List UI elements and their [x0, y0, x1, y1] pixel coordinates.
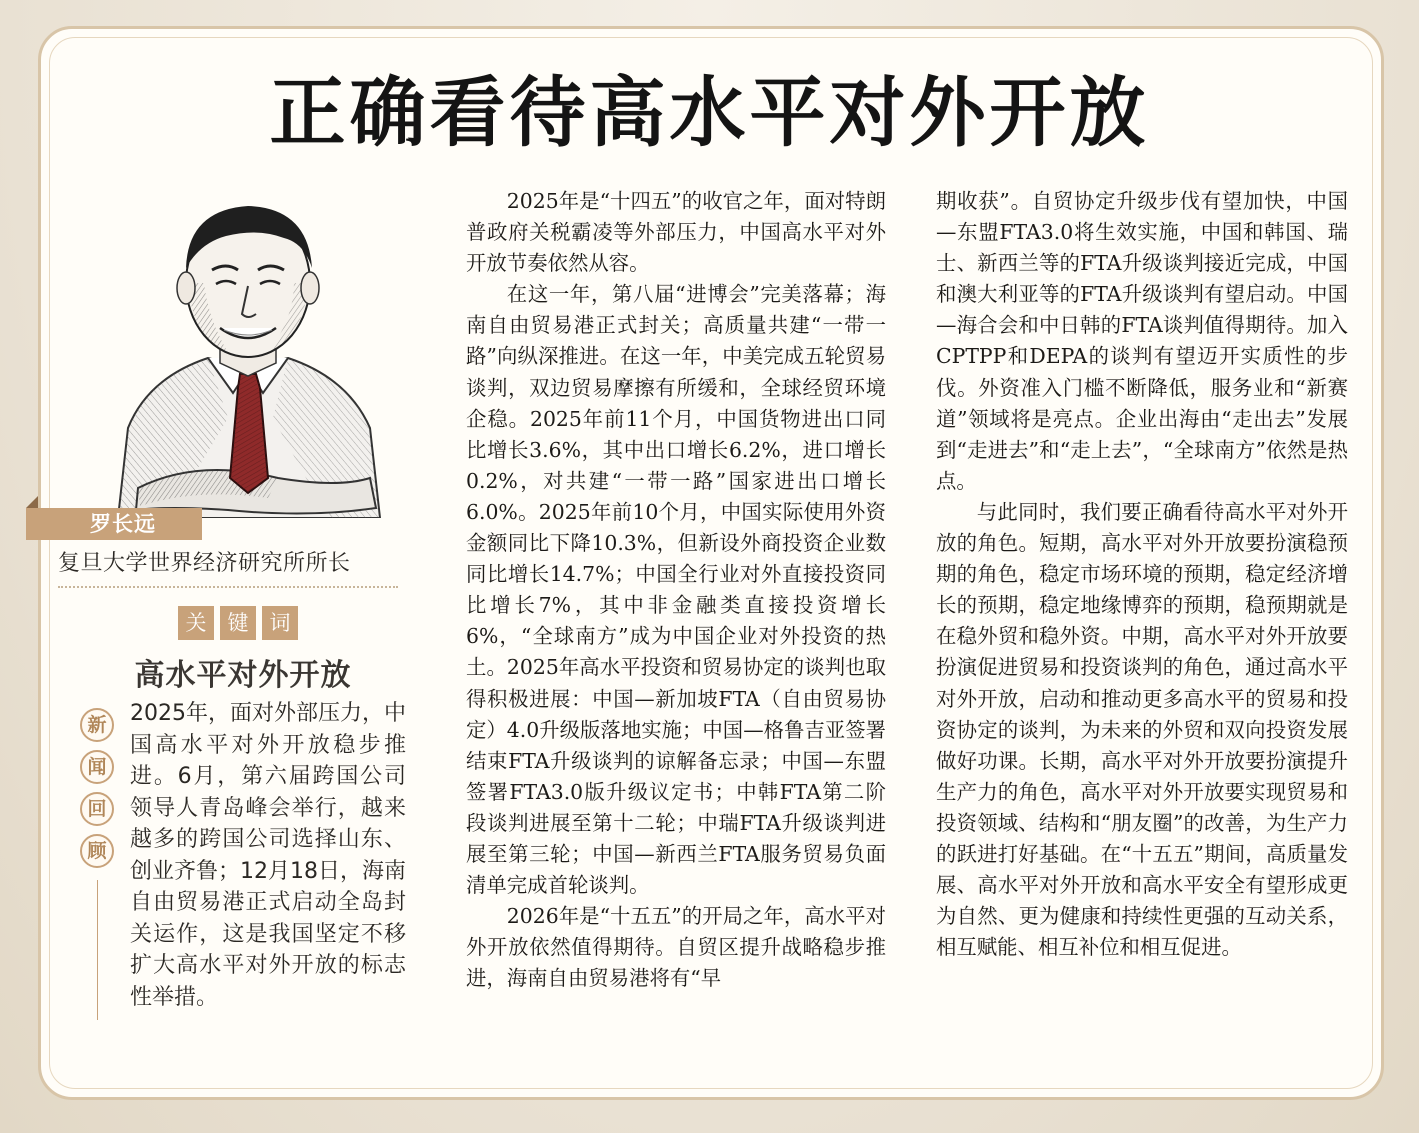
divider	[58, 586, 398, 588]
article-column-2	[936, 186, 1348, 963]
news-review-tag-char: 回	[80, 792, 114, 826]
author-name: 罗长远	[26, 508, 202, 540]
news-review-tag	[80, 708, 114, 868]
news-review-tag-char: 新	[80, 708, 114, 742]
keyword-tag-char: 键	[220, 606, 256, 640]
author-affiliation: 复旦大学世界经济研究所所长	[58, 551, 351, 576]
article-paragraph: 2026年是“十五五”的开局之年，高水平对外开放依然值得期待。自贸区提升战略稳步推进，海南自由贸易港将有“早	[466, 904, 886, 991]
article-paragraph: 与此同时，我们要正确看待高水平对外开放的角色。短期，高水平对外开放要扮演稳预期的角色，稳定市场环境的预期，稳定经济增长的预期，稳定地缘博弈的预期，稳预期就是在稳外贸和稳外资。中期，高水平对外开放要扮演促进贸易和投资谈判的角色，通过高水平对外开放，启动和推动更多高水平的贸易和投资协定的谈判，为未来的外贸和双向投资发展做好功课。长期，高水平对外开放要扮演提升生产力的角色，高水平对外开放要实现贸易和投资领域、结构和“朋友圈”的改善，为生产力的跃进打好基础。在“十五五”期间，高质量发展、高水平对外开放和高水平安全有望形成更为自然、更为健康和持续性更强的互动关系，相互赋能、相互补位和相互促进。	[936, 499, 1348, 960]
news-review-tag-char: 顾	[80, 834, 114, 868]
article-paragraph: 在这一年，第八届“进博会”完美落幕；海南自由贸易港正式封关；高质量共建“一带一路”向纵深推进。在这一年，中美完成五轮贸易谈判，双边贸易摩擦有所缓和，全球经贸环境企稳。2025年前11个月，中国货物进出口同比增长3.6%，其中出口增长6.2%，进口增长0.2%，对共建“一带一路”国家进出口增长6.0%。2025年前10个月，中国实际使用外资金额同比下降10.3%，但新设外商投资企业数同比增长14.7%；中国全行业对外直接投资同比增长7%，其中非金融类直接投资增长6%，“全球南方”成为中国企业对外投资的热土。2025年高水平投资和贸易协定的谈判也取得积极进展：中国—新加坡FTA（自由贸易协定）4.0升级版落地实施；中国—格鲁吉亚签署结束FTA升级谈判的谅解备忘录；中国—东盟签署FTA3.0版升级议定书；中韩FTA第二阶段谈判进展至第十二轮；中瑞FTA升级谈判进展至第三轮；中国—新西兰FTA服务贸易负面清单完成首轮谈判。	[466, 282, 886, 898]
article-column-1	[466, 186, 886, 994]
news-review-tag-char: 闻	[80, 750, 114, 784]
keyword-title: 高水平对外开放	[134, 658, 352, 693]
news-review-text: 2025年，面对外部压力，中国高水平对外开放稳步推进。6月，第六届跨国公司领导人青岛峰会举行，越来越多的跨国公司选择山东、创业齐鲁；12月18日，海南自由贸易港正式启动全岛封关运作，这是我国坚定不移扩大高水平对外开放的标志性举措。	[130, 701, 406, 1010]
name-tag-fold	[26, 496, 38, 508]
keyword-tag-char: 词	[262, 606, 298, 640]
author-portrait	[108, 188, 388, 518]
keyword-tag-char: 关	[178, 606, 214, 640]
headline: 正确看待高水平对外开放	[269, 68, 1150, 157]
article-paragraph: 2025年是“十四五”的收官之年，面对特朗普政府关税霸凌等外部压力，中国高水平对外开放节奏依然从容。	[466, 189, 886, 276]
keyword-tag	[178, 606, 298, 640]
news-review-line	[97, 880, 98, 1020]
article-paragraph-continued: 期收获”。自贸协定升级步伐有望加快，中国—东盟FTA3.0将生效实施，中国和韩国、瑞士、新西兰等的FTA升级谈判接近完成，中国和澳大利亚等的FTA升级谈判有望启动。中国—海合会和中日韩的FTA谈判值得期待。加入CPTPP和DEPA的谈判有望迈开实质性的步伐。外资准入门槛不断降低，服务业和“新赛道”领域将是亮点。企业出海由“走出去”发展到“走进去”和“走上去”，“全球南方”依然是热点。	[936, 189, 1348, 493]
